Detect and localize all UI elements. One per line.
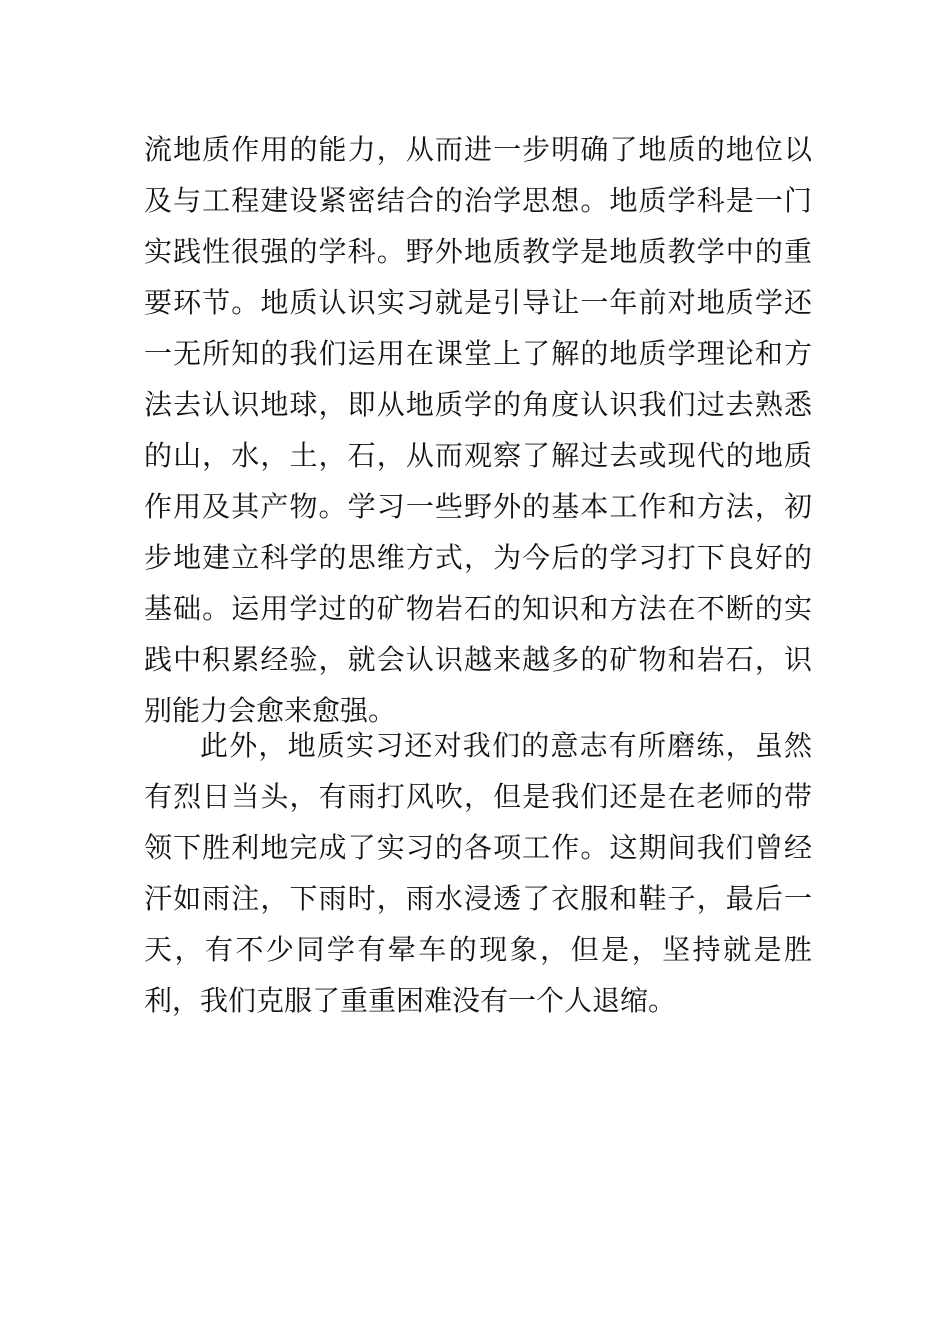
body-paragraph-1: 流地质作用的能力，从而进一步明确了地质的地位以及与工程建设紧密结合的治学思想。地质学科是一门实践性很强的学科。野外地质教学是地质教学中的重要环节。地质认识实习就是引导让一年前对地质学还一无所知的我们运用在课堂上了解的地质学理论和方法去认识地球，即从地质学的角度认识我们过去熟悉的山，水，土，石，从而观察了解过去或现代的地质作用及其产物。学习一些野外的基本工作和方法，初步地建立科学的思维方式，为今后的学习打下良好的基础。运用学过的矿物岩石的知识和方法在不断的实践中积累经验，就会认识越来越多的矿物和岩石，识别能力会愈来愈强。 bbox=[144, 133, 812, 727]
body-paragraph-2: 此外，地质实习还对我们的意志有所磨练，虽然有烈日当头，有雨打风吹，但是我们还是在老师的带领下胜利地完成了实习的各项工作。这期间我们曾经汗如雨注，下雨时，雨水浸透了衣服和鞋子，最后一天，有不少同学有晕车的现象，但是，坚持就是胜利，我们克服了重重困难没有一个人退缩。 bbox=[144, 729, 812, 1017]
